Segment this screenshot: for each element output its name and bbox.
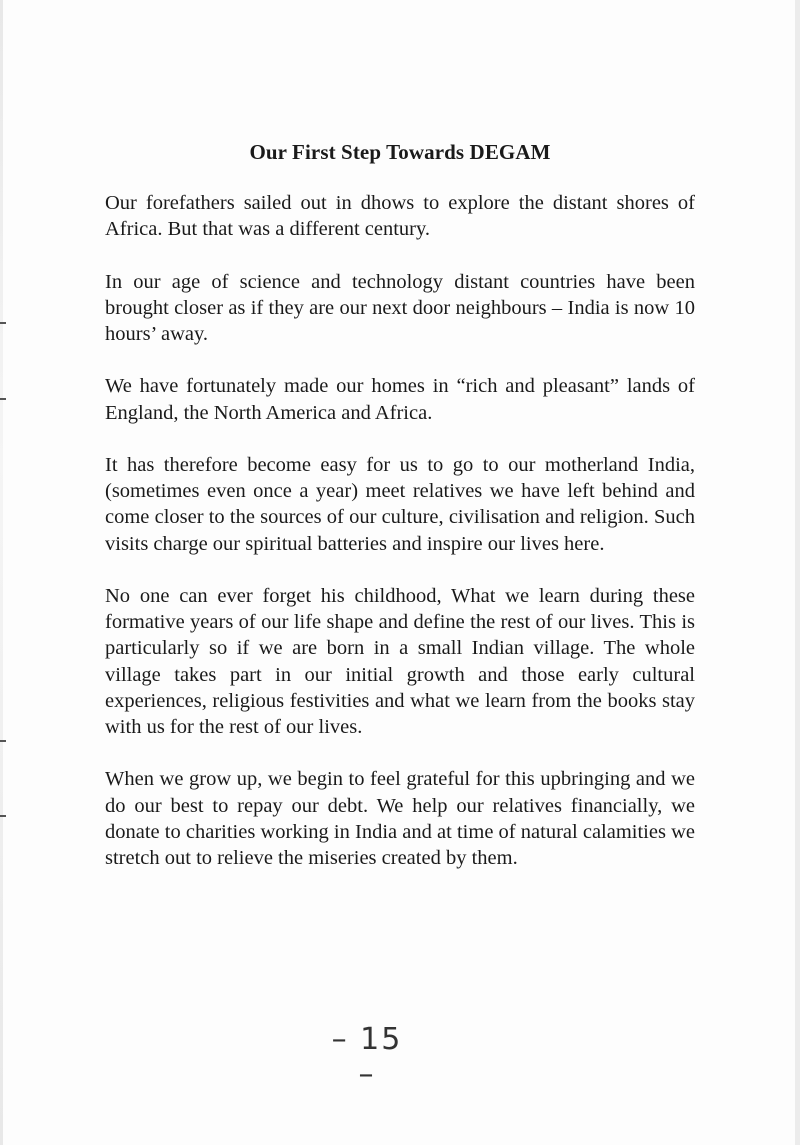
scan-mark	[0, 740, 6, 742]
body-text	[105, 190, 695, 897]
scan-mark	[0, 398, 6, 400]
scan-mark	[0, 815, 6, 817]
page-number: – 15 –	[331, 1022, 403, 1092]
page-title: Our First Step Towards DEGAM	[249, 140, 551, 164]
paragraph-2: In our age of science and technology distant countries have been brought closer as if they are our next door neighbours – India is now 10 hours’ away.	[105, 270, 695, 345]
scan-left-edge	[0, 0, 3, 1145]
paragraph-4: It has therefore become easy for us to go to our motherland India, (sometimes even once a year) meet relatives we have left behind and come closer to the sources of our culture, civilisation and religion. Such visits charge our spiritual batteries and inspire our lives here.	[105, 453, 695, 555]
paragraph-1: Our forefathers sailed out in dhows to explore the distant shores of Africa. But that was a different century.	[105, 192, 695, 241]
scan-right-edge	[795, 0, 800, 1145]
paragraph-3: We have fortunately made our homes in “rich and pleasant” lands of England, the North America and Africa.	[105, 375, 695, 424]
paragraph-5: No one can ever forget his childhood, What we learn during these formative years of our life shape and define the rest of our lives. This is particularly so if we are born in a small Indian village. The whole village takes part in our initial growth and those early cultural experiences, religious festivities and what we learn from the books stay with us for the rest of our lives.	[105, 584, 695, 738]
paragraph-6: When we grow up, we begin to feel grateful for this upbringing and we do our best to repay our debt. We help our relatives financially, we donate to charities working in India and at time of natural calamities we stretch out to relieve the miseries created by them.	[105, 768, 695, 869]
scan-mark	[0, 322, 6, 324]
